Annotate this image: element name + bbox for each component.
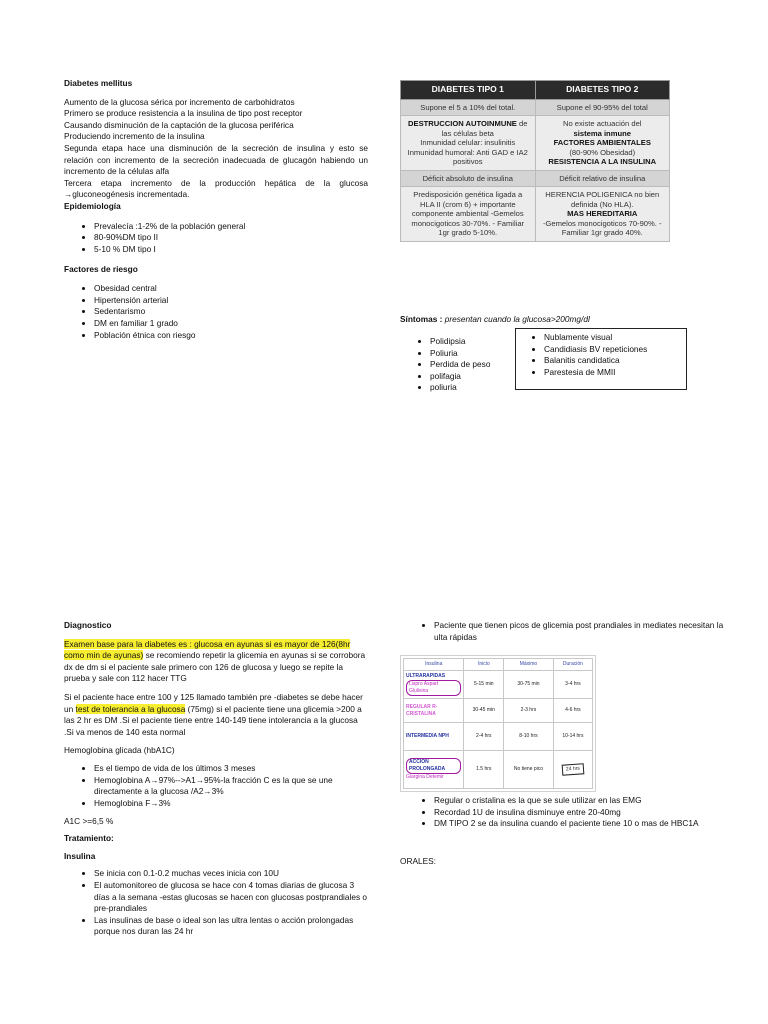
sintomas-label: Síntomas :: [400, 314, 443, 324]
list-item: • DM en familiar 1 grado: [94, 318, 368, 330]
section-title-insulina: Insulina: [64, 850, 96, 861]
list-item: • 5-10 % DM tipo I: [94, 244, 368, 256]
list-item: • DM TIPO 2 se da insulina cuando el paciente tiene 10 o mas de HBC1A: [434, 818, 734, 830]
circled-sub: [406, 680, 461, 696]
cell-name: [404, 751, 464, 789]
paragraph-segunda-etapa: Segunda etapa hace una disminución de la secreción de insulina y esto se relación con incremento de la secreción inadecuada de glucagón habiendo un incremento de la células alfa: [64, 143, 368, 177]
cell-text: Inmunidad celular: insulinitis Inmunidad humoral: Anti GAD e IA2 positivos: [407, 138, 528, 167]
list-item: • Hipertensión arterial: [94, 295, 368, 307]
table-header: Duración: [553, 659, 592, 671]
cell-bold: MAS HEREDITARIA: [567, 209, 638, 219]
sintomas-box: [515, 328, 687, 390]
sintomas-box-list: [516, 332, 686, 378]
list-item: • Población étnica con riesgo: [94, 330, 368, 342]
text: Si el paciente hace entre 100 y 125 llamado también pre -diabetes se debe hacer un: [64, 692, 363, 714]
list-item: • Nublamente visual: [544, 332, 686, 344]
cell: Predisposición genética ligada a HLA II (crom 6) + importante componente ambiental -Gemelos monocigoticos 30-70%. - Familiar 1gr grado 5-10%.: [401, 187, 536, 241]
list-item: • Se inicia con 0.1-0.2 muchas veces inicia con 10U: [94, 868, 368, 880]
cell: 2-4 hrs: [464, 723, 504, 751]
cell: 10-14 hrs: [553, 723, 592, 751]
list-item: • Regular o cristalina es la que se sule utilizar en las EMG: [434, 795, 734, 807]
list-item: • Las insulinas de base o ideal son las ultra lentas o acción prolongadas porque nos duran las 24 hr: [94, 915, 368, 938]
cell: Supone el 5 a 10% del total.: [401, 99, 536, 115]
diagnostico-column: [64, 620, 368, 938]
cell: [401, 116, 536, 170]
highlight-text: Examen base para la diabetes es : glucosa en ayunas si es mayor de 126(8hr como min de ayunas): [64, 638, 351, 661]
list-item: • Prevalecía :1-2% de la población general: [94, 221, 368, 233]
a1c-threshold: A1C >=6,5 %: [64, 815, 114, 826]
highlight-text: test de tolerancia a la glucosa: [75, 703, 186, 714]
hba1c-list: [64, 763, 368, 809]
section-title-diagnostico: Diagnostico: [64, 620, 112, 630]
cell-bold: DESTRUCCION AUTOINMUNE: [408, 119, 517, 129]
text: (75mg) si el paciente tiene una glicemia >200 a las 2 hr es DM .Si el paciente tiene entre 140-149 tiene intolerancia a la glucosa .Si va menos de 140 esta normal: [64, 703, 362, 737]
cell: 8-10 hrs: [504, 723, 554, 751]
text-line: Causando disminución de la captación de la glucosa periférica: [64, 119, 294, 130]
list-item: • El automonitoreo de glucosa se hace con 4 tomas diarias de glucosa 3 días a la semana -estas glucosas se hacen con glucosas postprandiales o pre-prandiales: [94, 880, 368, 915]
list-item: • Candidiasis BV repeticiones: [544, 344, 686, 356]
cell: [535, 116, 670, 170]
cell: Supone el 90-95% del total: [535, 99, 670, 115]
list-item: • 80-90%DM tipo II: [94, 232, 368, 244]
cell: [553, 751, 592, 789]
table-header: Máximo: [504, 659, 554, 671]
text-line: Primero se produce resistencia a la insulina de tipo post receptor: [64, 108, 303, 119]
list-item: • Sedentarismo: [94, 306, 368, 318]
list-item: • poliuria: [430, 382, 550, 394]
cell-bold: sistema inmune: [573, 128, 631, 138]
boxed-value: 24 hrs: [562, 763, 585, 776]
paragraph-prediabetes: [64, 692, 368, 738]
cell: 5-15 min: [464, 671, 504, 699]
list-item: • Es el tiempo de vida de los últimos 3 meses: [94, 763, 368, 775]
cell-name: [404, 671, 464, 699]
cell-name: INTERMEDIA NPH: [404, 723, 464, 751]
section-title-epidemiologia: Epidemiología: [64, 201, 121, 212]
sintomas-heading: [400, 314, 720, 326]
insulin-name: ACCION PROLONGADA: [406, 758, 461, 774]
cell: 30-75 min: [504, 671, 554, 699]
cell: 30-45 min: [464, 699, 504, 723]
text-line: Produciendo incremento de la insulina: [64, 131, 205, 142]
epidemiology-list: [64, 221, 368, 256]
table-header: Insulina: [404, 659, 464, 671]
text-line: Aumento de la glucosa sérica por incremento de carbohidratos: [64, 96, 295, 107]
table-row: [404, 751, 593, 789]
table-row: [404, 671, 593, 699]
insulina-list: [64, 868, 368, 938]
section-title-hba1c: Hemoglobina glicada (hbA1C): [64, 745, 175, 756]
diabetes-comparison-table: [400, 80, 670, 242]
cell: [535, 187, 670, 241]
list-item: • Hemoglobina A→97%-->A1→95%-la fracción C es la que se une directamente a la glucosa /A2→3%: [94, 775, 368, 798]
cell-text: -Gemelos monocigoticos 70-90%. - Familiar 1gr grado 40%.: [542, 218, 662, 238]
cell-name: REGULAR R-CRISTALINA: [404, 699, 464, 723]
header-tipo-1: DIABETES TIPO 1: [401, 81, 536, 100]
insulin-name: ULTRARAPIDAS: [406, 673, 446, 679]
insulin-sub: Glargina Detemir: [406, 774, 444, 780]
list-item: • Parestesia de MMII: [544, 367, 686, 379]
risk-factors-list: [64, 283, 368, 341]
cell: Déficit absoluto de insulina: [401, 170, 536, 186]
orales-heading: ORALES:: [400, 856, 436, 866]
list-item: • polifagia: [430, 371, 550, 383]
insulin-sub: Lispro Aspart Glulisina: [406, 680, 461, 696]
cell: 4-6 hrs: [553, 699, 592, 723]
insulin-note-list: [404, 620, 734, 643]
cell-bold: FACTORES AMBIENTALES: [553, 138, 651, 148]
cell: Déficit relativo de insulina: [535, 170, 670, 186]
list-item: • Balanitis candidatica: [544, 355, 686, 367]
section-title-tratamiento: Tratamiento:: [64, 833, 114, 844]
cell-text: de las células beta: [441, 119, 528, 138]
table-row: [404, 699, 593, 723]
list-item: • Poliuria: [430, 348, 550, 360]
cell-text: HERENCIA POLIGENICA no bien definida (No HLA).: [545, 190, 660, 209]
list-item: • Paciente que tienen picos de glicemia post prandiales in mediates necesitan la ulta rápidas: [434, 620, 734, 643]
sintomas-desc: presentan cuando la glucosa>200mg/dl: [444, 314, 590, 324]
list-item: • Polidipsia: [430, 336, 550, 348]
table-header: Inicio: [464, 659, 504, 671]
header-tipo-2: DIABETES TIPO 2: [535, 81, 670, 100]
list-item: • Perdida de peso: [430, 359, 550, 371]
text: se recomiendo repetir la glicemia en ayunas si se corrobora dx de dm si el paciente sale primero con 126 de glucosa y luego se repite la prueba y sale con 112 hacer TTG: [64, 650, 366, 684]
cell-text: No existe actuación del: [562, 119, 642, 129]
cell: 2-3 hrs: [504, 699, 554, 723]
list-item: • Recordad 1U de insulina disminuye entre 20-40mg: [434, 807, 734, 819]
insulin-table: [400, 655, 596, 792]
insulin-notes-list: [404, 795, 734, 830]
cell-text: (80-90% Obesidad): [569, 147, 636, 157]
section-title-factores-riesgo: Factores de riesgo: [64, 263, 138, 274]
cell: No tiene pico: [504, 751, 554, 789]
list-item: • Obesidad central: [94, 283, 368, 295]
list-item: • Hemoglobina F→3%: [94, 798, 368, 810]
section-title-diabetes: Diabetes mellitus: [64, 78, 133, 88]
cell: 3-4 hrs: [553, 671, 592, 699]
left-top-column: [64, 78, 368, 341]
table-row: [404, 723, 593, 751]
cell: 1.5 hrs: [464, 751, 504, 789]
paragraph-tercera-etapa: Tercera etapa incremento de la producción hepática de la glucosa →gluconeogénesis incrementada.: [64, 177, 368, 200]
cell-bold: RESISTENCIA A LA INSULINA: [548, 157, 657, 167]
paragraph-examen-base: [64, 639, 368, 685]
